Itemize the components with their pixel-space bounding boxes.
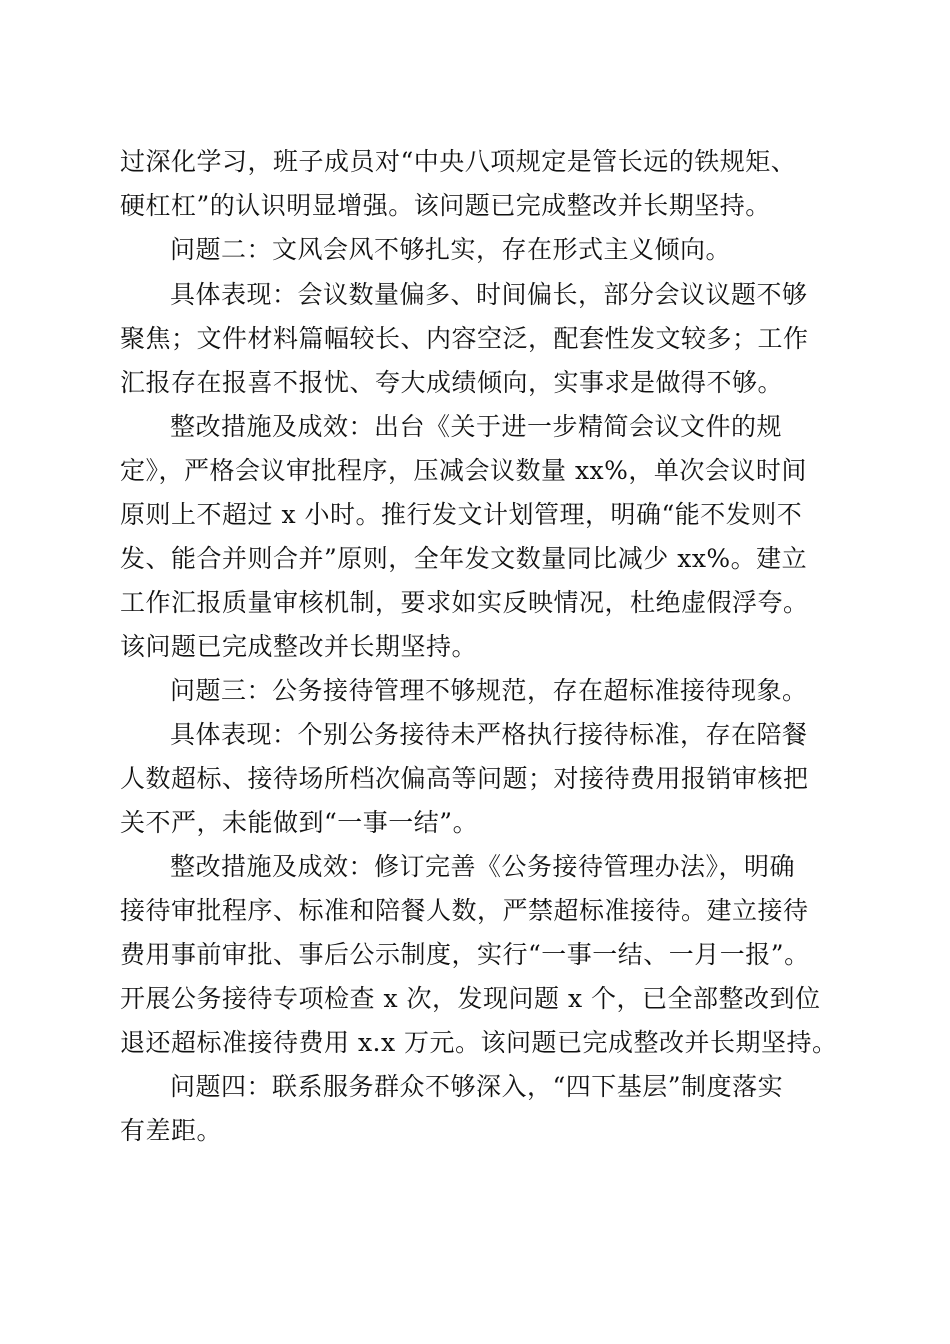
text-line: 有差距。: [120, 1116, 223, 1145]
problem-heading: 问题三：公务接待管理不够规范，存在超标准接待现象。: [170, 676, 808, 705]
text-line: 汇报存在报喜不报忧、夸大成绩倾向，实事求是做得不够。: [120, 368, 784, 397]
text-line: 定》，严格会议审批程序，压减会议数量 xx%，单次会议时间: [120, 456, 807, 485]
paragraph-start: 具体表现：会议数量偏多、时间偏长，部分会议议题不够: [170, 280, 808, 309]
text-line: 接待审批程序、标准和陪餐人数，严禁超标准接待。建立接待: [120, 896, 809, 925]
paragraph-start: 整改措施及成效：修订完善《公务接待管理办法》，明确: [170, 852, 796, 881]
text-line: 硬杠杠”的认识明显增强。该问题已完成整改并长期坚持。: [120, 191, 771, 220]
text-line: 人数超标、接待场所档次偏高等问题；对接待费用报销审核把: [120, 764, 809, 793]
text-line: 工作汇报质量审核机制，要求如实反映情况，杜绝虚假浮夸。: [120, 588, 809, 617]
text-line: 该问题已完成整改并长期坚持。: [120, 632, 478, 661]
text-line: 开展公务接待专项检查 x 次，发现问题 x 个，已全部整改到位: [120, 984, 821, 1013]
text-line: 退还超标准接待费用 x.x 万元。该问题已完成整改并长期坚持。: [120, 1028, 838, 1057]
paragraph-start: 具体表现：个别公务接待未严格执行接待标准，存在陪餐: [170, 720, 808, 749]
text-line: 聚焦；文件材料篇幅较长、内容空泛，配套性发文较多；工作: [120, 324, 809, 353]
text-line: 费用事前审批、事后公示制度，实行“一事一结、一月一报”。: [120, 940, 810, 969]
paragraph-start: 整改措施及成效：出台《关于进一步精简会议文件的规: [170, 412, 783, 441]
problem-heading: 问题四：联系服务群众不够深入，“四下基层”制度落实: [170, 1072, 784, 1101]
text-line: 过深化学习，班子成员对“中央八项规定是管长远的铁规矩、: [120, 147, 797, 176]
problem-heading: 问题二：文风会风不够扎实，存在形式主义倾向。: [170, 235, 732, 264]
text-line: 关不严，未能做到“一事一结”。: [120, 808, 479, 837]
text-line: 原则上不超过 x 小时。推行发文计划管理，明确“能不发则不: [120, 500, 803, 529]
text-line: 发、能合并则合并”原则，全年发文数量同比减少 xx%。建立: [120, 544, 808, 573]
